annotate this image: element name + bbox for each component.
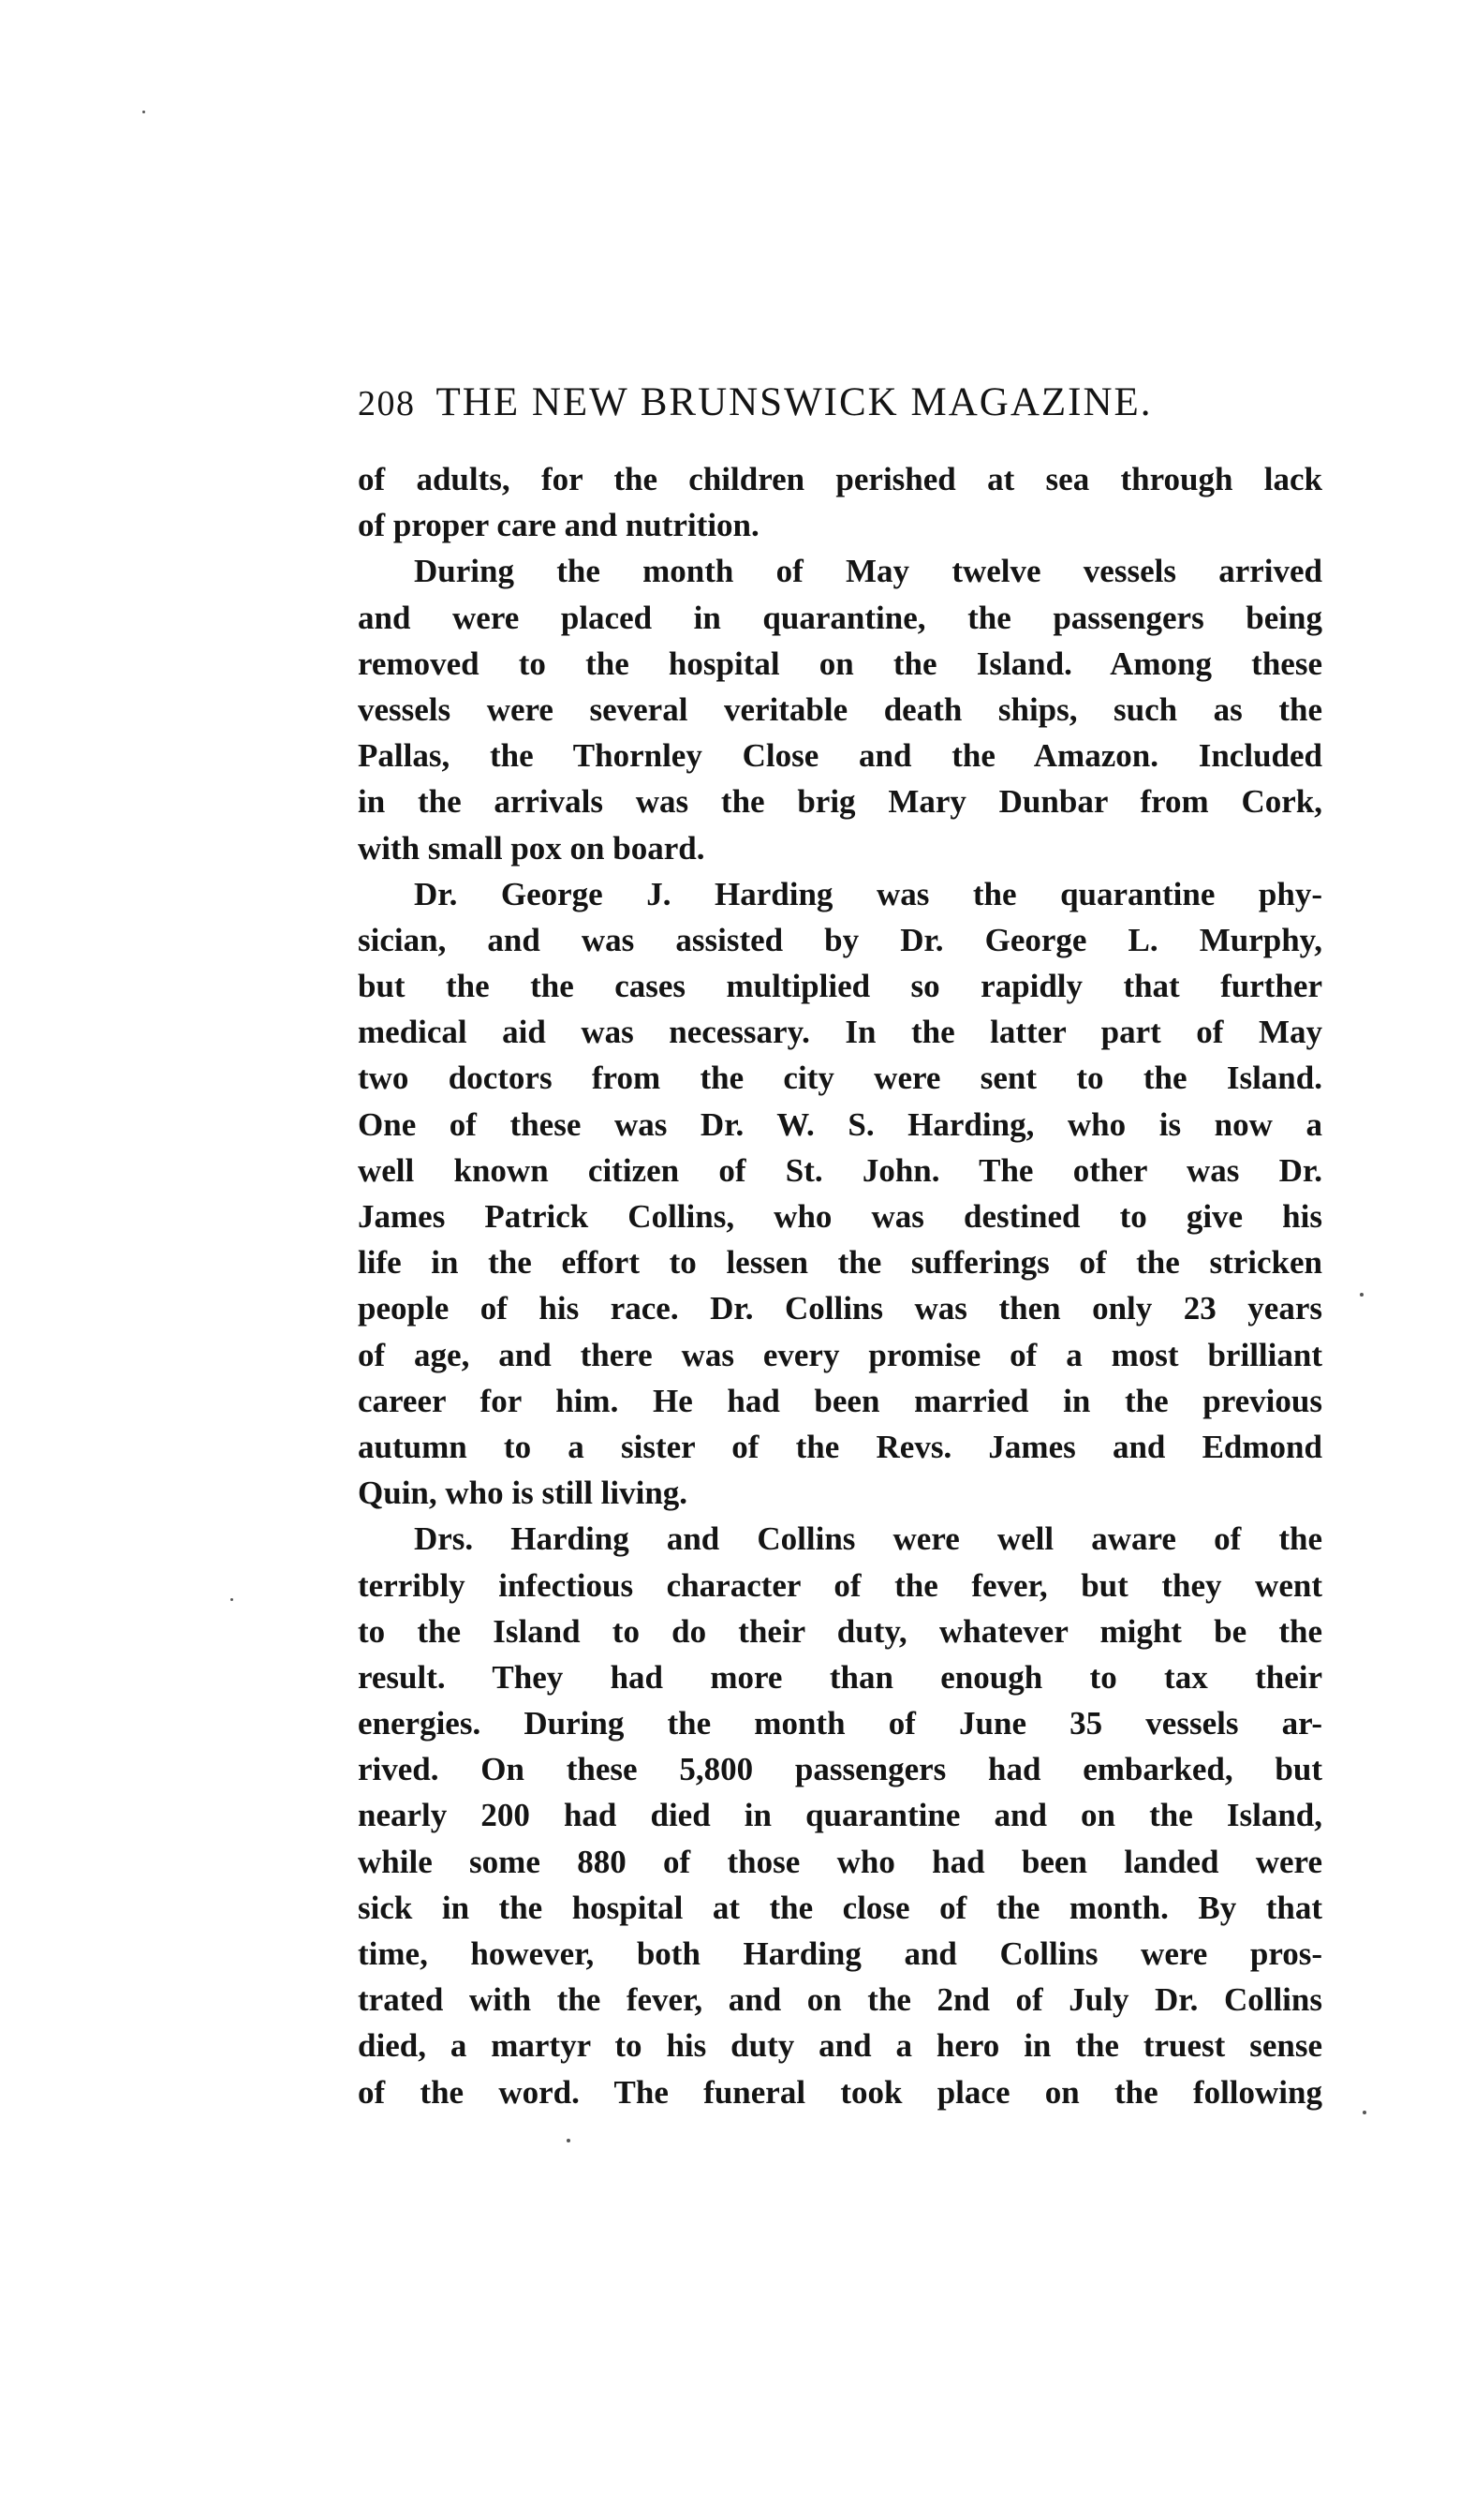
text-line: terribly infectious character of the fever, but they went	[358, 1566, 1322, 1604]
scan-speck	[230, 1598, 233, 1601]
page-number: 208	[358, 384, 416, 423]
text-line: Pallas, the Thornley Close and the Amazon. Included	[358, 737, 1322, 775]
text-line: trated with the fever, and on the 2nd of July Dr. Collins	[358, 1981, 1322, 2019]
text-line: vessels were several veritable death ships, such as the	[358, 690, 1322, 728]
text-line: time, however, both Harding and Collins were pros-	[358, 1935, 1322, 1972]
scan-speck	[567, 2139, 570, 2142]
text-line: One of these was Dr. W. S. Harding, who is now a	[358, 1105, 1322, 1143]
text-line: of age, and there was every promise of a most brilliant	[358, 1336, 1322, 1373]
page-header	[358, 379, 1201, 436]
text-line: removed to the hospital on the Island. Among these	[358, 645, 1322, 682]
text-line: Dr. George J. Harding was the quarantine phy-	[414, 875, 1322, 912]
text-line: two doctors from the city were sent to the Island.	[358, 1060, 1322, 1097]
text-line: of proper care and nutrition.	[358, 507, 760, 544]
running-head: THE NEW BRUNSWICK MAGAZINE.	[435, 380, 1153, 424]
text-line: in the arrivals was the brig Mary Dunbar from Cork,	[358, 783, 1322, 821]
scan-speck	[1360, 1293, 1364, 1297]
scan-speck	[142, 111, 145, 113]
text-line: sick in the hospital at the close of the month. By that	[358, 1889, 1322, 1926]
scan-speck	[1363, 2111, 1366, 2114]
text-line: while some 880 of those who had been landed were	[358, 1843, 1322, 1880]
text-line: of adults, for the children perished at sea through lack	[358, 461, 1322, 497]
text-line: result. They had more than enough to tax their	[358, 1658, 1322, 1696]
text-line: but the the cases multiplied so rapidly that further	[358, 968, 1322, 1005]
text-line: nearly 200 had died in quarantine and on the Island,	[358, 1797, 1322, 1834]
text-line: James Patrick Collins, who was destined to give his	[358, 1198, 1322, 1235]
text-line: career for him. He had been married in the previous	[358, 1382, 1322, 1419]
text-line: Drs. Harding and Collins were well aware of the	[414, 1520, 1322, 1558]
text-line: to the Island to do their duty, whatever might be the	[358, 1612, 1322, 1650]
text-line: people of his race. Dr. Collins was then only 23 years	[358, 1290, 1322, 1327]
text-line: with small pox on board.	[358, 829, 705, 867]
text-line: medical aid was necessary. In the latter part of May	[358, 1014, 1322, 1051]
text-line: died, a martyr to his duty and a hero in the truest sense	[358, 2027, 1322, 2065]
text-line: life in the effort to lessen the sufferings of the stricken	[358, 1244, 1322, 1282]
text-line: of the word. The funeral took place on the following	[358, 2073, 1322, 2111]
text-line: and were placed in quarantine, the passengers being	[358, 599, 1322, 636]
text-line: During the month of May twelve vessels arrived	[414, 553, 1322, 590]
text-line: rived. On these 5,800 passengers had embarked, but	[358, 1751, 1322, 1788]
text-line: sician, and was assisted by Dr. George L. Murphy,	[358, 921, 1322, 958]
text-line: energies. During the month of June 35 vessels ar-	[358, 1705, 1322, 1742]
body-text	[358, 456, 1322, 2115]
text-line: well known citizen of St. John. The other was Dr.	[358, 1151, 1322, 1189]
text-line: Quin, who is still living.	[358, 1475, 688, 1512]
text-line: autumn to a sister of the Revs. James and Edmond	[358, 1428, 1322, 1465]
